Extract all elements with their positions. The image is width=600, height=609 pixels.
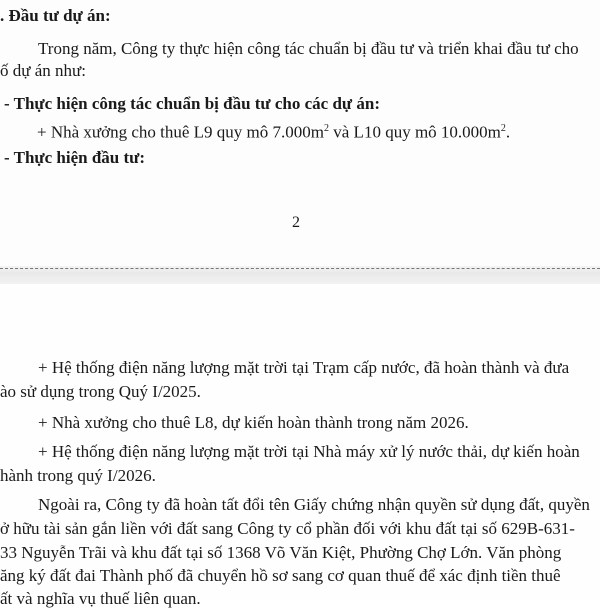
superscript: 2 <box>324 123 330 134</box>
paragraph-line: Ngoài ra, Công ty đã hoàn tất đổi tên Giấy chứng nhận quyền sử dụng đất, quyền <box>38 495 590 514</box>
page-number: 2 <box>292 214 300 231</box>
list-item-line: ào sử dụng trong Quý I/2025. <box>0 382 201 401</box>
paragraph-line: ăng ký đất đai Thành phố đã chuyển hồ sơ sang cơ quan thuế để xác định tiền thuê <box>0 566 561 585</box>
bullet-item <box>37 119 510 143</box>
paragraph-line: ố dự án như: <box>0 61 86 80</box>
section-heading: . Đầu tư dự án: <box>0 6 111 25</box>
bullet-item-text: và L10 quy mô 10.000m <box>329 122 501 142</box>
paragraph-line: Trong năm, Công ty thực hiện công tác chuẩn bị đầu tư và triển khai đầu tư cho <box>38 39 579 58</box>
paragraph-line: ất và nghĩa vụ thuế liên quan. <box>0 589 201 608</box>
bullet-item-text: + Nhà xưởng cho thuê L9 quy mô 7.000m <box>37 122 325 142</box>
list-item-line: + Hệ thống điện năng lượng mặt trời tại Trạm cấp nước, đã hoàn thành và đưa <box>38 358 570 377</box>
page-break-line <box>0 268 600 269</box>
bullet-item-text: . <box>505 122 511 142</box>
bullet-title: - Thực hiện công tác chuẩn bị đầu tư cho các dự án: <box>4 94 381 113</box>
list-item-line: hành trong quý I/2026. <box>0 466 156 485</box>
paragraph-line: ở hữu tài sản gắn liền với đất sang Công ty cổ phần đối với khu đất tại số 629B-631- <box>0 519 575 538</box>
bullet-title: - Thực hiện đầu tư: <box>4 148 146 167</box>
list-item-line: + Nhà xưởng cho thuê L8, dự kiến hoàn thành trong năm 2026. <box>38 413 469 432</box>
paragraph-line: 33 Nguyễn Trãi và khu đất tại số 1368 Võ Văn Kiệt, Phường Chợ Lớn. Văn phòng <box>0 543 562 562</box>
list-item-line: + Hệ thống điện năng lượng mặt trời tại Nhà máy xử lý nước thải, dự kiến hoàn <box>38 442 580 461</box>
superscript: 2 <box>500 123 506 134</box>
